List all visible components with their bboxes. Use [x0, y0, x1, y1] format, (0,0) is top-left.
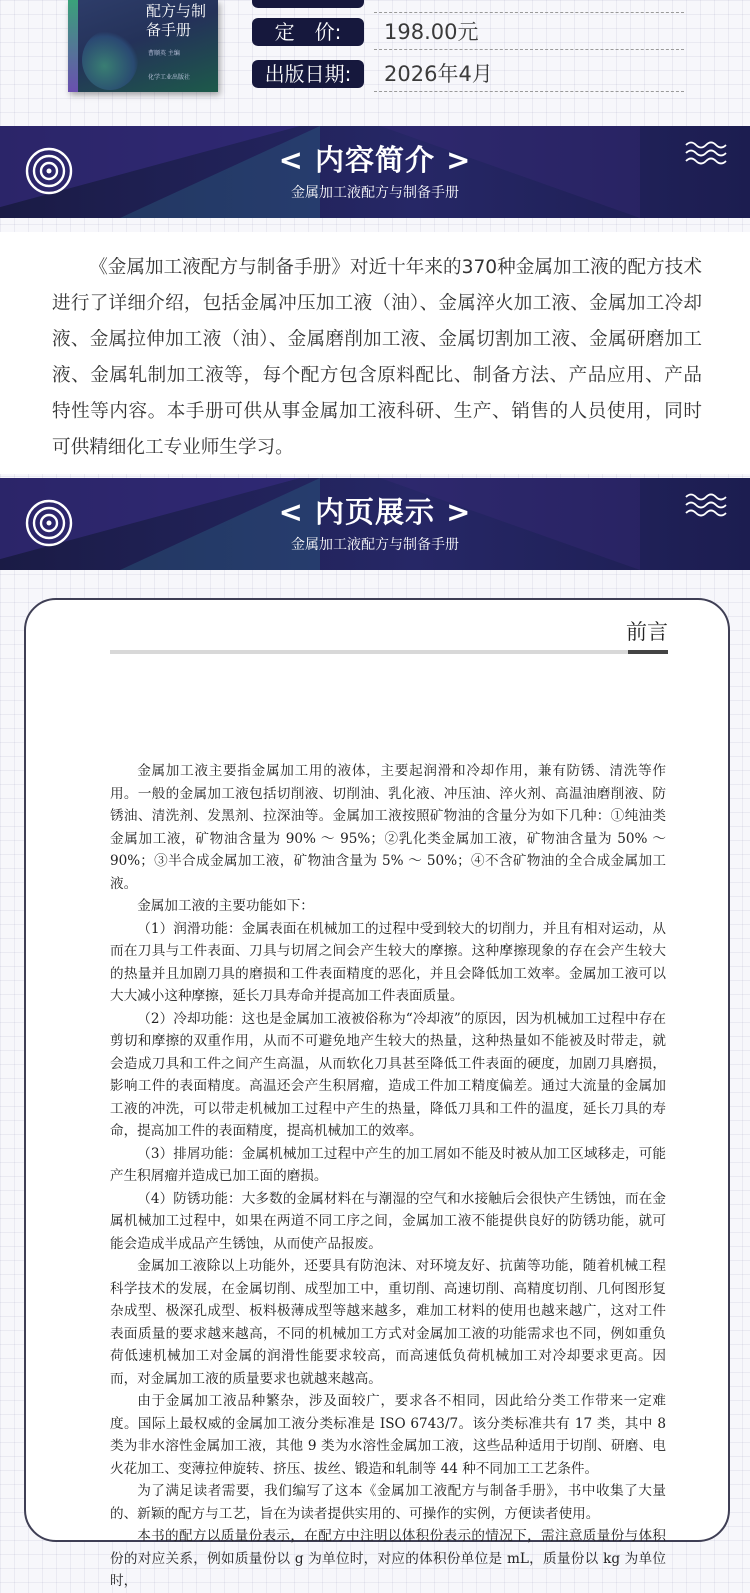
pages-banner-title: < 内页展示 >: [278, 495, 472, 529]
waves-icon: [684, 492, 728, 518]
cover-stripe: [68, 0, 78, 92]
price-row: [252, 18, 684, 46]
preface-paragraph: 为了满足读者需要，我们编写了这本《金属加工液配方与制备手册》，书中收集了大量的、新颖的配方与工艺，旨在为读者提供实用的、可操作的实例，方便读者使用。: [110, 1483, 666, 1522]
heading-rule-accent: [628, 650, 668, 654]
heading-rule: [110, 650, 668, 654]
preface-paragraph: 金属加工液主要指金属加工用的液体，主要起润滑和冷却作用，兼有防锈、清洗等作用。一般的金属加工液包括切削液、切削油、乳化液、冲压油、淬火剂、高温油磨削液、防锈油、清洗剂、发黑剂、拉深油等。金属加工液按照矿物油的含量分为如下几种：①纯油类金属加工液，矿物油含量为 90% ～ 95%；②乳化类金属加工液，矿物油含量为 50% ～ 90%；③半合成金属加工液，矿物油含量为 5% ～ 50%；④不含矿物油的全合成金属加工液。: [110, 763, 666, 892]
waves-icon: [684, 140, 728, 166]
intro-panel: [0, 232, 750, 474]
publish-date-row: [252, 60, 684, 88]
cover-publisher: 化学工业出版社: [148, 74, 191, 81]
preface-paragraph: （2）冷却功能：这也是金属加工液被俗称为“冷却液”的原因，因为机械加工过程中存在剪切和摩擦的双重作用，从而不可避免地产生较大的热量，这种热量如不能被及时带走，就会造成刀具和工件之间产生高温，从而软化刀具甚至降低工件表面的硬度，加剧刀具磨损，影响工件的表面精度。高温还会产生积屑瘤，造成工件加工精度偏差。通过大流量的金属加工液的冲洗，可以带走机械加工过程中产生的热量，降低刀具和工件的温度，延长刀具的寿命，提高加工件的表面精度，提高机械加工的效率。: [110, 1010, 666, 1139]
publish-date-label: 出版日期:: [252, 60, 364, 88]
pages-banner-subtitle: 金属加工液配方与制备手册: [291, 537, 459, 553]
preface-paragraph: （4）防锈功能：大多数的金属材料在与潮湿的空气和水接触后会很快产生锈蚀，而在金属机械加工过程中，如果在两道不同工序之间，金属加工液不能提供良好的防锈功能，就可能会造成半成品产生锈蚀，从而使产品报废。: [110, 1190, 666, 1252]
preface-paragraph: 金属加工液除以上功能外，还要具有防泡沫、对环境友好、抗菌等功能，随着机械工程科学技术的发展，在金属切削、成型加工中，重切削、高速切削、高精度切削、几何图形复杂成型、极深孔成型、板料极薄成型等越来越多，难加工材料的使用也越来越广，这对工件表面质量的要求越来越高，不同的机械加工方式对金属加工液的功能需求也不同，例如重负荷低速机械加工对金属的润滑性能要求较高，而高速低负荷机械加工对冷却要求更高。因而，对金属加工液的质量要求也就越来越高。: [110, 1258, 666, 1387]
preface-heading: 前言: [626, 620, 668, 644]
price-label: 定 价:: [252, 18, 364, 46]
intro-banner-subtitle: 金属加工液配方与制备手册: [291, 185, 459, 201]
publish-date-value: 2026年4月: [384, 62, 493, 86]
pages-banner: [0, 478, 750, 570]
book-cover-image: [68, 0, 218, 92]
preface-paragraph: 本书的配方以质量份表示，在配方中注明以体积份表示的情况下，需注意质量份与体积份的对应关系，例如质量份以 g 为单位时，对应的体积份单位是 mL，质量份以 kg 为单位时，: [110, 1528, 666, 1589]
preface-paragraph: （3）排屑功能：金属机械加工过程中产生的加工屑如不能及时被从加工区域移走，可能产生积屑瘤并造成已加工面的磨损。: [110, 1145, 666, 1184]
intro-banner-title: < 内容简介 >: [278, 143, 472, 177]
info-divider: [374, 91, 684, 92]
info-divider: [374, 49, 684, 50]
intro-text: 《金属加工液配方与制备手册》对近十年来的370种金属加工液的配方技术进行了详细介绍，包括金属冲压加工液（油）、金属淬火加工液、金属加工冷却液、金属拉伸加工液（油）、金属磨削加工液、金属切割加工液、金属研磨加工液、金属轧制加工液等，每个配方包含原料配比、制备方法、产品应用、产品特性等内容。本手册可供从事金属加工液科研、生产、销售的人员使用，同时可供精细化工专业师生学习。: [52, 257, 702, 458]
preface-paragraph: 由于金属加工液品种繁杂，涉及面较广，要求各不相同，因此给分类工作带来一定难度。国际上最权威的金属加工液分类标准是 ISO 6743/7。该分类标准共有 17 类，其中 8 类为非水溶性金属加工液，其他 9 类为水溶性金属加工液，这些品种适用于切削、研磨、电火花加工、变薄拉伸旋转、挤压、拔丝、锻造和轧制等 44 种不同加工工艺条件。: [110, 1393, 666, 1477]
cover-title: 配方与制备手册: [146, 2, 207, 39]
cropped-label: [252, 0, 364, 8]
price-value: 198.00元: [384, 20, 479, 44]
page-preview-card: [24, 598, 730, 1589]
cover-author: 曹顺英 主编: [148, 50, 180, 57]
cover-wave-art: [82, 30, 138, 90]
preface-paragraph: 金属加工液的主要功能如下：: [137, 898, 314, 914]
info-line-cropped: [374, 12, 684, 13]
preface-body: [110, 760, 666, 1593]
intro-banner: [0, 126, 750, 218]
preface-paragraph: （1）润滑功能：金属表面在机械加工的过程中受到较大的切削力，并且有相对运动，从而在刀具与工件表面、刀具与切屑之间会产生较大的摩擦。这种摩擦现象的存在会产生较大的热量并且加剧刀具的磨损和工件表面精度的恶化，并且会降低加工效率。金属加工液可以大大减小这种摩擦，延长刀具寿命并提高加工件表面质量。: [110, 920, 666, 1004]
